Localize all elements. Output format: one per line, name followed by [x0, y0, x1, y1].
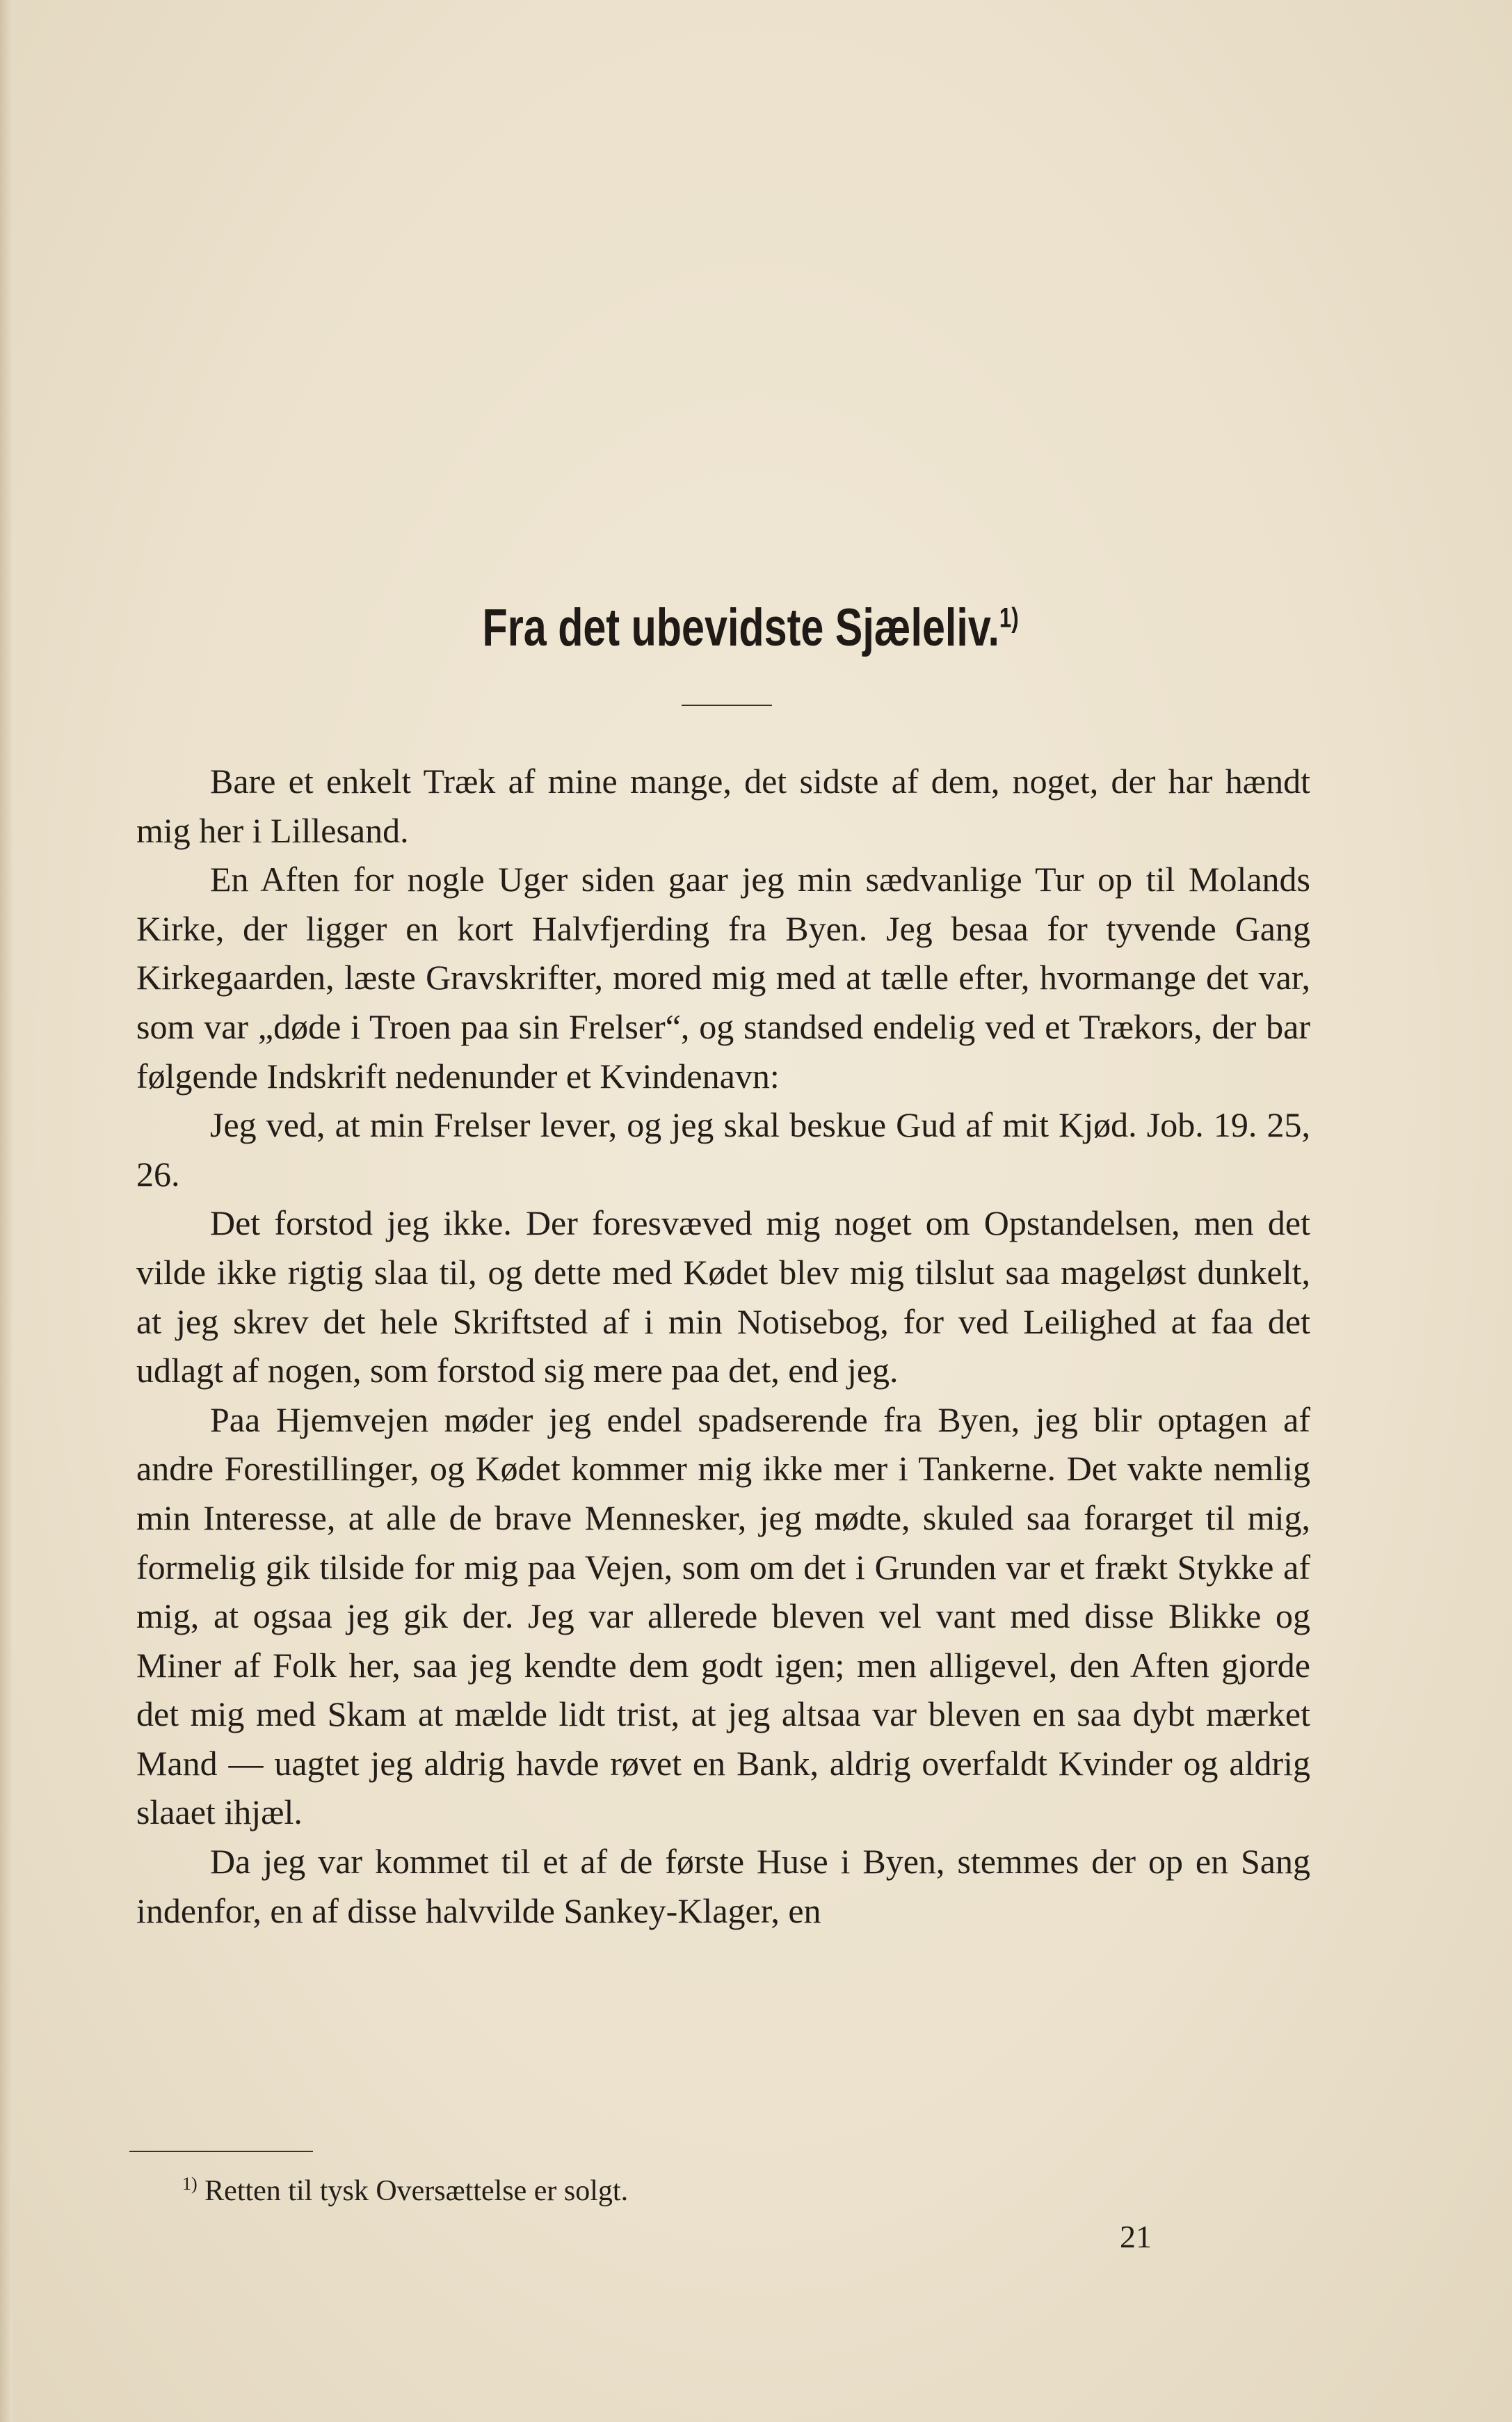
paragraph: Paa Hjemvejen møder jeg endel spadserende fra Byen, jeg blir optagen af andre Forestillinger, og Kødet kommer mig ikke mer i Tankerne. Det vakte nemlig min Interesse, at alle de brave Mennesker, jeg mødte, skuled saa forarget til mig, formelig gik tilside for mig paa Vejen, som om det i Grunden var et frækt Stykke af mig, at ogsaa jeg gik der. Jeg var allerede bleven vel vant med disse Blikke og Miner af Folk her, saa jeg kendte dem godt igen; men alligevel, den Aften gjorde det mig med Skam at mælde lidt trist, at jeg altsaa var bleven en saa dybt mærket Mand — uagtet jeg aldrig havde røvet en Bank, aldrig overfaldt Kvinder og aldrig slaaet ihjæl. [136, 1400, 1310, 1832]
paragraph: Da jeg var kommet til et af de første Huse i Byen, stemmes der op en Sang indenfor, en af disse halvvilde Sankey-Klager, en [136, 1842, 1310, 1930]
title-divider [682, 705, 772, 706]
footnote-marker: 1) [182, 2174, 198, 2194]
paragraph: Bare et enkelt Træk af mine mange, det sidste af dem, noget, der har hændt mig her i Lillesand. [136, 762, 1310, 850]
footnote-divider [129, 2151, 313, 2152]
chapter-title [161, 597, 1340, 659]
footnote [182, 2172, 628, 2211]
body-text [136, 757, 1310, 1935]
page-number: 21 [1120, 2219, 1152, 2254]
footnote-text: Retten til tysk Oversættelse er solgt. [204, 2175, 629, 2207]
paragraph: Jeg ved, at min Frelser lever, og jeg skal beskue Gud af mit Kjød. Job. 19. 25, 26. [136, 1105, 1310, 1194]
title-footnote-marker: 1) [999, 602, 1019, 634]
page-binding-edge [0, 0, 13, 2422]
paragraph: Det forstod jeg ikke. Der foresvæved mig noget om Opstandelsen, men det vilde ikke rigtig slaa til, og dette med Kødet blev mig tilslut saa mageløst dunkelt, at jeg skrev det hele Skriftsted af i min Notisebog, for ved Leilighed at faa det udlagt af nogen, som forstod sig mere paa det, end jeg. [136, 1203, 1310, 1390]
paragraph: En Aften for nogle Uger siden gaar jeg min sædvanlige Tur op til Molands Kirke, der ligger en kort Halvfjerding fra Byen. Jeg besaa for tyvende Gang Kirkegaarden, læste Gravskrifter, mored mig med at tælle efter, hvormange det var, som var „døde i Troen paa sin Frelser“, og standsed endelig ved et Trækors, der bar følgende Indskrift nedenunder et Kvindenavn: [136, 860, 1310, 1096]
chapter-title-text: Fra det ubevidste Sjæleliv. [482, 598, 999, 657]
